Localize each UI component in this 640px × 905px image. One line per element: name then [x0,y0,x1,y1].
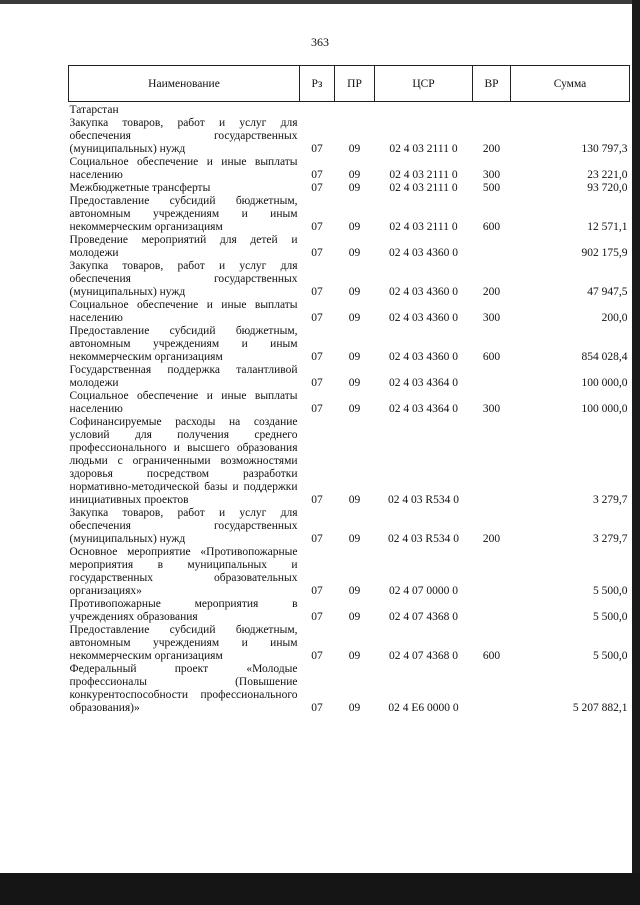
cell-pr: 09 [348,702,361,714]
cell-rz [300,102,335,118]
cell-rz: 07 [311,403,323,415]
cell-sum: 12 571,1 [587,221,628,233]
cell-pr: 09 [348,611,361,623]
cell-sum: 5 500,0 [593,585,628,597]
cell-pr: 09 [348,533,361,545]
cell-sum: 100 000,0 [581,377,628,389]
table-row [69,195,630,234]
cell-vr [473,416,511,507]
cell-csr: 02 4 03 4360 0 [389,247,458,259]
cell-vr: 300 [482,403,501,415]
budget-table [68,65,630,715]
cell-rz: 07 [311,377,323,389]
cell-csr: 02 4 03 2111 0 [389,221,458,233]
cell-csr: 02 4 07 4368 0 [389,611,458,623]
cell-name: Софинансируемые расходы на создание условий для получения среднего профессионального и высшего образования людьми с ограниченными возможностями здоровья посредством разработки нормативно-методической базы и поддержки инициативных проектов [69,416,298,506]
cell-sum: 5 500,0 [593,650,628,662]
cell-sum: 93 720,0 [587,182,628,194]
column-header-csr: ЦСР [375,66,473,102]
cell-vr: 600 [482,221,501,233]
cell-pr: 09 [348,286,361,298]
cell-pr: 09 [348,650,361,662]
cell-vr [473,364,511,390]
cell-csr: 02 4 03 4360 0 [389,312,458,324]
cell-vr: 200 [482,286,501,298]
cell-rz: 07 [311,494,323,506]
cell-pr: 09 [348,247,361,259]
cell-pr [335,102,375,118]
table-row [69,416,630,507]
cell-name: Федеральный проект «Молодые профессионалы (Повышение конкурентоспособности профессионального образования)» [69,663,298,714]
cell-rz: 07 [311,585,323,597]
cell-rz: 07 [311,182,323,194]
cell-name: Социальное обеспечение и иные выплаты населению [69,156,298,181]
cell-rz: 07 [311,286,323,298]
cell-name: Предоставление субсидий бюджетным, автономным учреждениям и иным некоммерческим организациям [69,195,298,233]
table-header-row [69,66,630,102]
table-row [69,364,630,390]
cell-name: Закупка товаров, работ и услуг для обеспечения государственных (муниципальных) нужд [69,260,298,298]
cell-name: Социальное обеспечение и иные выплаты населению [69,299,298,324]
cell-name: Предоставление субсидий бюджетным, автономным учреждениям и иным некоммерческим организациям [69,325,298,363]
cell-sum: 23 221,0 [587,169,628,181]
cell-pr: 09 [348,221,361,233]
table-row [69,546,630,598]
cell-csr: 02 4 03 R534 0 [388,494,459,506]
column-header-name: Наименование [69,66,300,102]
cell-csr: 02 4 03 4364 0 [389,403,458,415]
table-row [69,663,630,715]
cell-csr [375,102,473,118]
cell-csr: 02 4 03 2111 0 [389,182,458,194]
cell-vr [473,663,511,715]
cell-vr [473,234,511,260]
table-row [69,102,630,118]
cell-name: Предоставление субсидий бюджетным, автономным учреждениям и иным некоммерческим организациям [69,624,298,662]
cell-name: Закупка товаров, работ и услуг для обеспечения государственных (муниципальных) нужд [69,507,298,545]
column-header-vr: ВР [473,66,511,102]
cell-csr: 02 4 03 4360 0 [389,286,458,298]
cell-sum: 902 175,9 [581,247,628,259]
cell-name: Государственная поддержка талантливой молодежи [69,364,298,389]
cell-vr [473,598,511,624]
cell-pr: 09 [348,585,361,597]
cell-name: Проведение мероприятий для детей и молодежи [69,234,298,259]
cell-csr: 02 4 E6 0000 0 [388,702,459,714]
cell-pr: 09 [348,351,361,363]
table-row [69,325,630,364]
cell-sum: 854 028,4 [581,351,628,363]
cell-csr: 02 4 03 2111 0 [389,143,458,155]
cell-rz: 07 [311,611,323,623]
cell-vr: 600 [482,650,501,662]
cell-pr: 09 [348,377,361,389]
cell-csr: 02 4 07 0000 0 [389,585,458,597]
cell-vr: 300 [482,169,501,181]
cell-vr: 200 [482,533,501,545]
scan-top-edge [0,0,640,4]
cell-sum: 3 279,7 [593,533,628,545]
cell-vr: 600 [482,351,501,363]
cell-rz: 07 [311,221,323,233]
table-row [69,234,630,260]
cell-rz: 07 [311,533,323,545]
cell-pr: 09 [348,182,361,194]
cell-pr: 09 [348,143,361,155]
table-row [69,507,630,546]
table-row [69,598,630,624]
cell-rz: 07 [311,312,323,324]
cell-vr: 500 [482,182,501,194]
cell-rz: 07 [311,247,323,259]
cell-pr: 09 [348,494,361,506]
cell-sum [511,102,630,118]
table-row [69,156,630,182]
table-row [69,117,630,156]
cell-name: Основное мероприятие «Противопожарные мероприятия в муниципальных и государственных образовательных организациях» [69,546,298,597]
table-row [69,390,630,416]
column-header-rz: Рз [300,66,335,102]
cell-rz: 07 [311,702,323,714]
cell-csr: 02 4 03 4360 0 [389,351,458,363]
page-number: 363 [311,35,329,49]
cell-pr: 09 [348,169,361,181]
cell-rz: 07 [311,650,323,662]
scan-bottom-edge [0,873,640,905]
cell-sum: 47 947,5 [587,286,628,298]
table-row [69,299,630,325]
cell-csr: 02 4 07 4368 0 [389,650,458,662]
cell-rz: 07 [311,143,323,155]
cell-rz: 07 [311,169,323,181]
scan-right-edge [632,0,640,905]
cell-vr: 300 [482,312,501,324]
cell-sum: 5 207 882,1 [572,702,628,714]
cell-pr: 09 [348,403,361,415]
cell-name: Татарстан [69,104,119,116]
cell-pr: 09 [348,312,361,324]
cell-csr: 02 4 03 4364 0 [389,377,458,389]
table-row [69,182,630,195]
cell-name: Закупка товаров, работ и услуг для обеспечения государственных (муниципальных) нужд [69,117,298,155]
cell-rz: 07 [311,351,323,363]
table-row [69,624,630,663]
cell-sum: 200,0 [601,312,628,324]
cell-name: Межбюджетные трансферты [69,182,211,194]
cell-sum: 100 000,0 [581,403,628,415]
cell-vr [473,546,511,598]
cell-csr: 02 4 03 2111 0 [389,169,458,181]
cell-name: Противопожарные мероприятия в учреждениях образования [69,598,298,623]
column-header-sum: Сумма [511,66,630,102]
cell-sum: 3 279,7 [593,494,628,506]
cell-name: Социальное обеспечение и иные выплаты населению [69,390,298,415]
column-header-pr: ПР [335,66,375,102]
cell-sum: 130 797,3 [581,143,628,155]
cell-vr: 200 [482,143,501,155]
cell-csr: 02 4 03 R534 0 [388,533,459,545]
table-row [69,260,630,299]
cell-vr [473,102,511,118]
cell-sum: 5 500,0 [593,611,628,623]
